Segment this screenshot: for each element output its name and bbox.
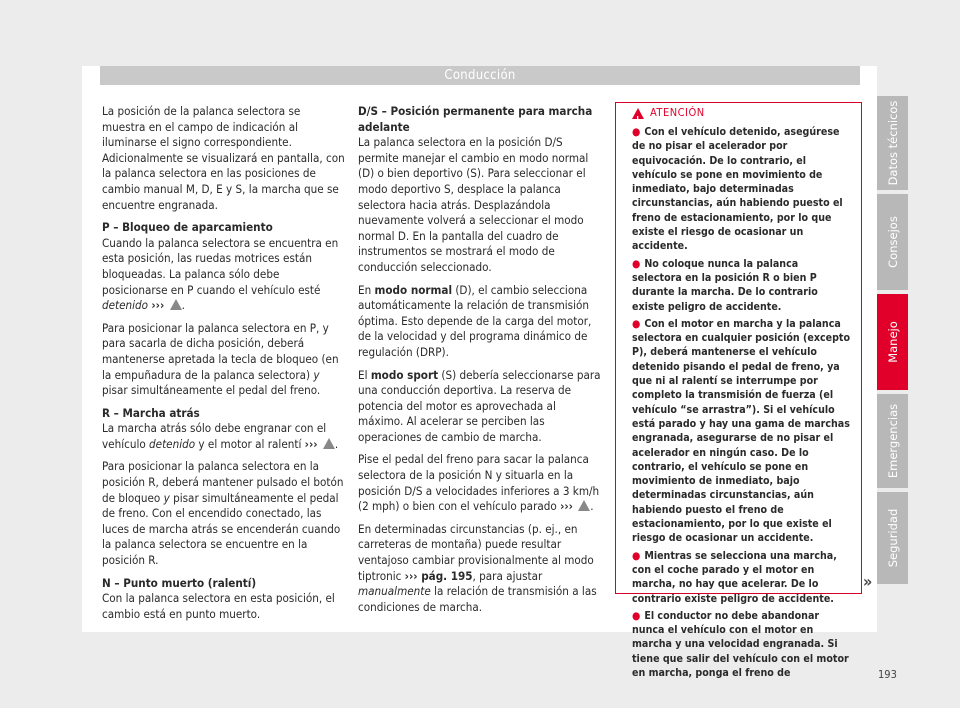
warning-title: ATENCIÓN [650,106,705,119]
list-item: ● Con el motor en marcha y la palanca selectora en cualquier posición (excepto P), deberá mantenerse el vehículo detenido pisando el pedal de freno, ya que ni al ralentí se interrumpe por completo la transmisión de fuerza (el vehículo “se arrastra”). Si el vehículo está parado y hay una gama de marchas engranada, asegurarse de no pisar el acelerador en ningún caso. De lo contrario, el vehículo se pone en movimiento de inmediato, bajo determinadas circunstancias, aún habiendo puesto el freno de estacionamiento, por lo que existe el riesgo de ocasionar un accidente. [632,317,851,545]
bullet-icon: ● [632,609,641,622]
paragraph: En modo normal (D), el cambio selecciona automáticamente la relación de transmisión óptima. Esto depende de la carga del motor, de la velocidad y del programa dinámico de regulación (DRP). [358,282,592,359]
bullet-icon: ● [632,317,641,330]
warning-icon [578,500,590,511]
paragraph: En determinadas circunstancias (p. ej., en carreteras de montaña) puede resultar ventajoso cambiar provisionalmente al modo tiptronic ››› pág. 195, para ajustar manualmente la relación de transmisión a las condiciones de marcha. [358,521,597,614]
text-column-left [102,104,346,629]
tab-datos-tecnicos[interactable]: Datos técnicos [877,96,908,190]
section-heading-ds: D/S – Posición permanente para marcha adelante [358,104,593,134]
paragraph: La palanca selectora en la posición D/S permite manejar el cambio en modo normal (D) o bien deportivo (S). Para seleccionar el modo deportivo S, desplace la palanca selectora hacia atrás. Desplazándola nuevamente volverá a seleccionar el modo normal D. En la pantalla del cuadro de instrumentos se mostrará el modo de conducción seleccionado. [358,135,589,274]
paragraph: La posición de la palanca selectora se muestra en el campo de indicación al iluminarse el signo correspondiente. Adicionalmente se visualizará en pantalla, con la palanca selectora en las posiciones de cambio manual M, D, E y S, la marcha que se encuentre engranada. [102,104,345,212]
crossref-arrows[interactable]: ››› [151,298,165,313]
bullet-icon: ● [632,257,641,270]
paragraph: Para posicionar la palanca selectora en P, y para sacarla de dicha posición, deberá mantenerse apretada la tecla de bloqueo (en la empuñadura de la palanca selectora) y pisar simultáneamente el pedal del freno. [102,320,339,398]
warning-box [615,102,862,679]
paragraph: Cuando la palanca selectora se encuentra en esta posición, las ruedas motrices están bloqueadas. La palanca sólo debe posicionarse en P cuando el vehículo esté detenido ››› . [102,235,339,313]
text-column-middle [358,104,602,622]
page-number: 193 [878,668,897,681]
crossref-arrows[interactable]: ››› [304,436,318,451]
page-header: Conducción [100,66,860,85]
paragraph: Pise el pedal del freno para sacar la palanca selectora de la posición N y situarla en la posición D/S a velocidades inferiores a 3 km/h (2 mph) o bien con el vehículo parado ››› . [358,452,600,514]
crossref-arrows[interactable]: ››› [560,499,573,514]
list-item: ● Con el vehículo detenido, asegúrese de no pisar el acelerador por equivocación. De lo contrario, el vehículo se pone en movimiento de inmediato, bajo determinadas circunstancias, aún habiendo puesto el freno de estacionamiento, por lo que existe el riesgo de ocasionar un accidente. [632,126,843,253]
section-heading-r: R – Marcha atrás [102,405,200,420]
paragraph: Para posicionar la palanca selectora en la posición R, deberá mantener pulsado el botón de bloqueo y pisar simultáneamente el pedal de freno. Con el encendido conectado, las luces de marcha atrás se encenderán cuando la palanca selectora se encuentre en la posición R. [102,459,344,568]
list-item: ● El conductor no debe abandonar nunca el vehículo con el motor en marcha y una velocidad engranada. Si tiene que salir del vehículo con el motor en marcha, ponga el freno de [632,609,849,679]
section-heading-n: N – Punto muerto (ralentí) [102,575,257,590]
paragraph: El modo sport (S) debería seleccionarse para una conducción deportiva. La reserva de potencia del motor es aprovechada al máximo. Al acelerar se perciben las operaciones de cambio de marcha. [358,367,601,444]
warning-box-header [616,103,861,123]
tab-manejo[interactable]: Manejo [877,294,908,390]
warning-icon [323,438,335,449]
list-item: ● No coloque nunca la palanca selectora en la posición R o bien P durante la marcha. De lo contrario existe peligro de accidente. [632,257,818,313]
bullet-icon: ● [632,126,641,138]
continue-arrow-icon: » [863,572,873,591]
tab-seguridad[interactable]: Seguridad [877,492,908,584]
tab-consejos[interactable]: Consejos [877,194,908,290]
bullet-icon: ● [632,549,641,562]
warning-icon: ! [632,108,644,119]
paragraph: La marcha atrás sólo debe engranar con el vehículo detenido y el motor al ralentí ››› . [102,421,339,451]
warning-icon [170,299,182,310]
warning-list [616,123,861,680]
section-heading-p: P – Bloqueo de aparcamiento [102,220,273,235]
page-link[interactable]: ››› pág. 195 [404,568,473,583]
paragraph: Con la palanca selectora en esta posición, el cambio está en punto muerto. [102,591,335,621]
tab-emergencias[interactable]: Emergencias [877,394,908,488]
list-item: ● Mientras se selecciona una marcha, con el coche parado y el motor en marcha, no hay que acelerar. De lo contrario existe peligro de accidente. [632,549,837,605]
